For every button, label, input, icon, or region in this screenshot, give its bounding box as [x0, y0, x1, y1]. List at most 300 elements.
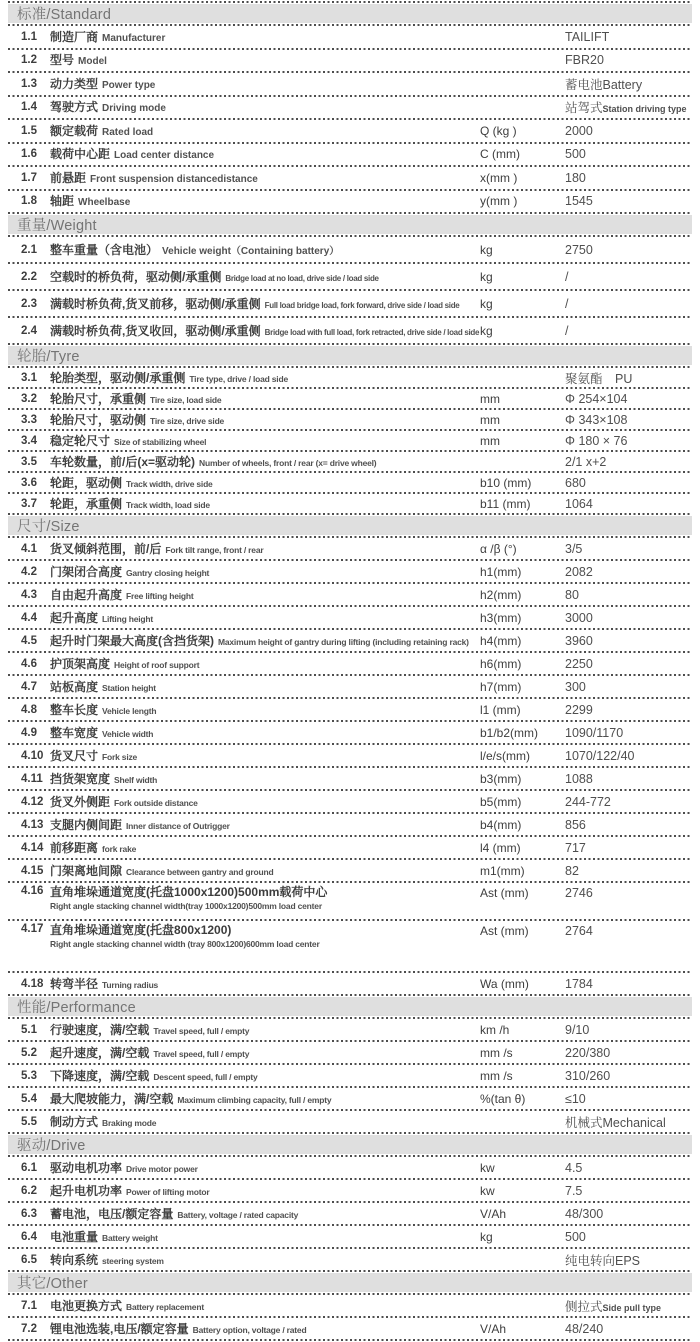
row-number: 4.6 — [21, 657, 37, 670]
value-main: 80 — [565, 587, 579, 602]
row-number: 4.12 — [21, 795, 44, 808]
label-cn: 蓄电池，电压/额定容量 — [50, 1206, 174, 1221]
row-value — [565, 1207, 692, 1221]
row-value — [565, 703, 692, 717]
row-unit: Q (kg ) — [480, 123, 517, 138]
row-number: 4.9 — [21, 726, 37, 739]
row-number: 5.2 — [21, 1046, 37, 1059]
row-unit: x(mm ) — [480, 170, 518, 185]
row-number: 2.3 — [21, 297, 37, 310]
section-performance — [8, 997, 692, 1134]
row-number: 4.4 — [21, 611, 37, 624]
section-header — [8, 997, 692, 1016]
value-main: FBR20 — [565, 53, 604, 68]
value-main: 3960 — [565, 633, 593, 648]
value-main: 1088 — [565, 771, 593, 786]
label-en: Turning radius — [102, 979, 159, 990]
label-cn: 轴距 — [50, 194, 75, 209]
label-cn: 起升电机功率 — [50, 1183, 123, 1198]
value-main: 纯电转向EPS — [565, 1253, 641, 1268]
section-header — [8, 1273, 692, 1292]
row-unit: kw — [480, 1160, 495, 1175]
row-label — [50, 1182, 480, 1200]
table-row — [8, 389, 692, 408]
label-cn: 驾驶方式 — [50, 100, 99, 115]
value-small: Station driving type — [602, 104, 687, 115]
row-value — [565, 124, 692, 138]
row-label — [50, 1297, 480, 1315]
row-unit: h1(mm) — [480, 564, 522, 579]
row-number: 3.7 — [21, 497, 37, 510]
row-unit: kg — [480, 1229, 493, 1244]
row-unit: b5(mm) — [480, 794, 522, 809]
row-value — [565, 324, 692, 338]
row-number: 1.5 — [21, 124, 37, 137]
label-en: steering system — [102, 1255, 164, 1266]
section-size — [8, 516, 692, 996]
label-en: Lifting height — [102, 613, 154, 624]
row-unit: kg — [480, 296, 493, 311]
section-title: 其它/Other — [17, 1276, 88, 1292]
value-main: 2082 — [565, 564, 593, 579]
row-label — [50, 369, 480, 387]
row-label — [50, 241, 480, 259]
row-unit: b10 (mm) — [480, 475, 532, 490]
row-label — [50, 678, 480, 696]
label-cn: 轮距，承重侧 — [50, 496, 123, 511]
row-value — [565, 657, 692, 671]
section-drive — [8, 1135, 692, 1272]
label-cn: 挡货架宽度 — [50, 771, 111, 786]
row-number: 4.8 — [21, 703, 37, 716]
table-row — [8, 607, 692, 628]
row-label — [50, 432, 480, 450]
label-en: Clearance between gantry and ground — [126, 866, 274, 877]
row-value — [565, 1161, 692, 1175]
label-en: Fork outside distance — [114, 797, 198, 808]
row-value — [565, 455, 692, 469]
value-main: 机械式Mechanical — [565, 1115, 666, 1130]
label-en: Wheelbase — [78, 197, 131, 209]
table-row — [8, 722, 692, 743]
row-label — [50, 747, 480, 765]
row-value — [565, 726, 692, 740]
row-number: 2.2 — [21, 270, 37, 283]
row-number: 4.3 — [21, 588, 37, 601]
label-cn: 前悬距 — [50, 170, 87, 185]
table-row — [8, 431, 692, 450]
value-main: 1070/122/40 — [565, 748, 635, 763]
row-unit: V/Ah — [480, 1321, 507, 1336]
label-en: Free lifting height — [126, 590, 194, 601]
label-cn: 起升高度 — [50, 610, 99, 625]
label-cn: 转弯半径 — [50, 976, 99, 991]
row-value — [565, 30, 692, 44]
row-label — [50, 1205, 480, 1223]
row-label — [50, 885, 480, 911]
row-label — [50, 1251, 480, 1269]
row-unit: kg — [480, 269, 493, 284]
row-value — [565, 923, 692, 938]
row-label — [50, 1159, 480, 1177]
row-label — [50, 923, 480, 949]
row-number: 4.11 — [21, 772, 43, 785]
label-en: Maximum climbing capacity, full / empty — [177, 1094, 332, 1105]
label-en: Vehicle width — [102, 728, 154, 739]
table-row — [8, 452, 692, 471]
label-cn: 货叉外侧距 — [50, 794, 111, 809]
label-cn: 起升速度，满/空载 — [50, 1045, 150, 1060]
label-cn: 满载时桥负荷,货叉前移，驱动侧/承重侧 — [50, 296, 261, 311]
row-unit: h6(mm) — [480, 656, 522, 671]
label-en: Battery replacement — [126, 1301, 204, 1312]
table-row — [8, 584, 692, 605]
row-value — [565, 147, 692, 161]
label-en: Descent speed, full / empty — [153, 1071, 258, 1082]
divider — [8, 1132, 692, 1134]
row-value — [565, 1184, 692, 1198]
row-number: 4.15 — [21, 864, 44, 877]
row-unit: mm — [480, 433, 500, 448]
row-label — [50, 563, 480, 581]
row-number: 4.1 — [21, 542, 37, 555]
value-small: Side pull type — [602, 1302, 662, 1313]
row-label — [50, 169, 480, 187]
value-main: 220/380 — [565, 1045, 611, 1060]
row-number: 1.3 — [21, 77, 37, 90]
row-label — [50, 632, 480, 650]
section-title: 标准/Standard — [17, 7, 112, 23]
row-number: 4.2 — [21, 565, 37, 578]
row-label — [50, 655, 480, 673]
row-unit: l1 (mm) — [480, 702, 521, 717]
label-cn: 轮距，驱动侧 — [50, 475, 123, 490]
row-number: 3.2 — [21, 392, 37, 405]
label-cn: 锂电池选装,电压/额定容量 — [50, 1321, 189, 1336]
row-value — [565, 243, 692, 257]
row-label — [50, 192, 480, 210]
table-row — [8, 1318, 692, 1339]
value-main: 48/240 — [565, 1321, 604, 1336]
value-main: 300 — [565, 679, 586, 694]
value-main: 1090/1170 — [565, 725, 624, 740]
row-label — [50, 268, 480, 286]
label-cn: 整车重量（含电池） — [50, 242, 159, 257]
label-en: Station height — [102, 682, 156, 693]
row-number: 1.7 — [21, 171, 37, 184]
row-value — [565, 1023, 692, 1037]
row-value — [565, 749, 692, 763]
label-en: Vehicle length — [102, 705, 157, 716]
value-main: 2746 — [565, 886, 593, 900]
row-value — [565, 98, 692, 116]
value-main: 500 — [565, 147, 586, 162]
table-row — [8, 860, 692, 881]
label-cn: 最大爬坡能力，满/空载 — [50, 1091, 174, 1106]
section-header — [8, 516, 692, 535]
label-en: Maximum height of gantry during lifting (including retaining rack) — [218, 636, 469, 647]
label-en: Battery option, voltage / rated — [192, 1324, 307, 1335]
label-en: Bridge load at no load, drive side / load side — [225, 273, 379, 283]
label-cn: 货叉尺寸 — [50, 748, 99, 763]
table-row — [8, 291, 692, 316]
row-label — [50, 390, 480, 408]
section-title: 轮胎/Tyre — [17, 349, 80, 365]
row-unit: b1/b2(mm) — [480, 725, 539, 740]
row-number: 3.1 — [21, 371, 37, 384]
row-unit: mm /s — [480, 1068, 513, 1083]
row-value — [565, 413, 692, 427]
label-en: Size of stabilizing wheel — [114, 436, 207, 447]
row-label — [50, 495, 480, 513]
section-header — [8, 4, 692, 23]
row-unit: h3(mm) — [480, 610, 522, 625]
row-number: 6.4 — [21, 1230, 37, 1243]
row-unit: h2(mm) — [480, 587, 522, 602]
row-number: 3.4 — [21, 434, 37, 447]
label-en: Drive motor power — [126, 1163, 198, 1174]
value-main: 2750 — [565, 242, 593, 257]
label-cn: 转向系统 — [50, 1252, 99, 1267]
label-cn: 行驶速度，满/空载 — [50, 1022, 150, 1037]
table-row — [8, 1226, 692, 1247]
label-cn: 制动方式 — [50, 1114, 99, 1129]
table-row — [8, 26, 692, 48]
section-title: 尺寸/Size — [17, 519, 80, 535]
label-cn: 门架离地间隙 — [50, 863, 123, 878]
row-number: 4.16 — [21, 885, 44, 897]
table-row — [8, 1157, 692, 1178]
table-row — [8, 973, 692, 994]
label-en: Tire type, drive / load side — [189, 373, 288, 384]
table-row — [8, 791, 692, 812]
row-label — [50, 609, 480, 627]
label-cn: 下降速度，满/空载 — [50, 1068, 150, 1083]
section-other — [8, 1273, 692, 1341]
row-number: 4.7 — [21, 680, 37, 693]
row-unit: l/e/s(mm) — [480, 748, 530, 763]
row-label — [50, 1228, 480, 1246]
row-number: 6.3 — [21, 1207, 37, 1220]
row-value — [565, 1069, 692, 1083]
row-unit: α /β (°) — [480, 541, 517, 556]
label-en: Load center distance — [114, 150, 215, 162]
row-value — [565, 611, 692, 625]
row-value — [565, 369, 692, 387]
label-cn: 动力类型 — [50, 76, 99, 91]
value-main: 2764 — [565, 924, 593, 938]
label-en: Battery, voltage / rated capacity — [177, 1209, 299, 1220]
row-unit: %(tan θ) — [480, 1091, 526, 1106]
row-unit: mm — [480, 412, 500, 427]
row-value — [565, 270, 692, 284]
label-cn: 载荷中心距 — [50, 147, 111, 162]
row-unit: km /h — [480, 1022, 510, 1037]
row-value — [565, 565, 692, 579]
table-row — [8, 921, 692, 971]
table-row — [8, 837, 692, 858]
divider — [8, 1270, 692, 1272]
section-header — [8, 1135, 692, 1154]
row-label — [50, 975, 480, 993]
value-main: 856 — [565, 817, 586, 832]
row-number: 5.5 — [21, 1115, 37, 1128]
table-row — [8, 167, 692, 189]
row-number: 5.4 — [21, 1092, 37, 1105]
value-main: 1064 — [565, 496, 593, 511]
row-number: 1.6 — [21, 148, 37, 161]
table-row — [8, 768, 692, 789]
row-value — [565, 885, 692, 900]
row-label — [50, 793, 480, 811]
row-value — [565, 1251, 692, 1269]
value-main: Φ 343×108 — [565, 412, 628, 427]
row-value — [565, 392, 692, 406]
row-number: 4.14 — [21, 841, 44, 854]
value-main: 310/260 — [565, 1068, 611, 1083]
row-label — [50, 453, 480, 471]
label-en: Full load bridge load, fork forward, drive side / load side — [264, 300, 460, 310]
label-cn: 电池更换方式 — [50, 1298, 123, 1313]
table-row — [8, 237, 692, 262]
row-value — [565, 795, 692, 809]
table-row — [8, 561, 692, 582]
divider — [8, 343, 692, 345]
label-en: Manufacturer — [102, 32, 166, 44]
label-en: Fork tilt range, front / rear — [165, 544, 264, 555]
row-value — [565, 194, 692, 208]
label-en: Inner distance of Outrigger — [126, 820, 230, 831]
section-header — [8, 215, 692, 234]
row-number: 4.17 — [21, 923, 44, 935]
table-row — [8, 50, 692, 72]
table-row — [8, 630, 692, 651]
label-cn: 护顶架高度 — [50, 656, 111, 671]
row-label — [50, 1044, 480, 1062]
value-main: 2250 — [565, 656, 593, 671]
value-main: 3000 — [565, 610, 593, 625]
table-row — [8, 318, 692, 343]
value-main: / — [565, 269, 569, 284]
label-en: Fork size — [102, 751, 138, 762]
label-en: Right angle stacking channel width (tray 800x1200)600mm load center — [50, 939, 320, 949]
row-unit: C (mm) — [480, 147, 520, 162]
table-row — [8, 264, 692, 289]
table-row — [8, 1180, 692, 1201]
label-cn: 稳定轮尺寸 — [50, 433, 111, 448]
label-cn: 满载时桥负荷,货叉收回，驱动侧/承重侧 — [50, 323, 261, 338]
table-row — [8, 1295, 692, 1316]
table-row — [8, 653, 692, 674]
row-label — [50, 586, 480, 604]
value-main: 侧拉式 — [565, 1299, 603, 1314]
row-label — [50, 1113, 480, 1131]
row-unit: h4(mm) — [480, 633, 522, 648]
table-row — [8, 144, 692, 166]
label-en: Front suspension distancedistance — [90, 173, 258, 185]
table-row — [8, 1088, 692, 1109]
value-main: 1545 — [565, 194, 593, 209]
section-header — [8, 346, 692, 365]
row-label — [50, 770, 480, 788]
divider — [8, 212, 692, 214]
row-number: 2.4 — [21, 324, 37, 337]
row-number: 1.8 — [21, 195, 37, 208]
row-number: 4.5 — [21, 634, 37, 647]
label-cn: 整车宽度 — [50, 725, 99, 740]
row-value — [565, 497, 692, 511]
table-row — [8, 1042, 692, 1063]
row-label — [50, 1090, 480, 1108]
section-title: 性能/Performance — [17, 1000, 136, 1016]
label-en: Battery weight — [102, 1232, 158, 1243]
value-main: 244-772 — [565, 794, 611, 809]
label-en: Model — [78, 56, 107, 68]
row-label — [50, 145, 480, 163]
row-number: 7.1 — [21, 1299, 37, 1312]
table-row — [8, 1249, 692, 1270]
row-label — [50, 816, 480, 834]
row-label — [50, 322, 480, 340]
section-title: 重量/Weight — [17, 218, 97, 234]
label-cn: 电池重量 — [50, 1229, 99, 1244]
row-unit: b4(mm) — [480, 817, 522, 832]
row-label — [50, 122, 480, 140]
row-unit: h7(mm) — [480, 679, 522, 694]
row-number: 3.3 — [21, 413, 37, 426]
value-main: 2/1 x+2 — [565, 454, 607, 469]
row-label — [50, 98, 480, 116]
value-main: 站驾式 — [565, 101, 603, 116]
table-row — [8, 676, 692, 697]
label-en: Travel speed, full / empty — [153, 1025, 250, 1036]
label-cn: 支腿内侧间距 — [50, 817, 123, 832]
label-cn: 车轮数量，前/后(x=驱动轮) — [50, 454, 196, 469]
row-number: 2.1 — [21, 243, 37, 256]
label-en: Shelf width — [114, 774, 158, 785]
label-en: Track width, drive side — [126, 478, 213, 489]
value-main: 聚氨酯 PU — [565, 371, 633, 386]
row-unit: b11 (mm) — [480, 496, 531, 511]
label-en: Travel speed, full / empty — [153, 1048, 250, 1059]
row-unit: l4 (mm) — [480, 840, 521, 855]
value-main: 蓄电池Battery — [565, 77, 643, 92]
row-value — [565, 1230, 692, 1244]
table-row — [8, 538, 692, 559]
label-cn: 空载时的桥负荷，驱动侧/承重侧 — [50, 269, 222, 284]
label-cn: 货叉倾斜范围，前/后 — [50, 541, 162, 556]
value-main: / — [565, 296, 569, 311]
row-label — [50, 474, 480, 492]
label-cn: 驱动电机功率 — [50, 1160, 123, 1175]
value-main: 680 — [565, 475, 586, 490]
row-number: 1.4 — [21, 101, 37, 114]
row-unit: mm /s — [480, 1045, 513, 1060]
row-unit: Ast (mm) — [480, 886, 529, 900]
spec-table — [0, 1, 700, 1341]
table-row — [8, 1203, 692, 1224]
value-main: 48/300 — [565, 1206, 604, 1221]
table-row — [8, 745, 692, 766]
label-cn: 轮胎尺寸，承重侧 — [50, 391, 147, 406]
row-number: 3.5 — [21, 455, 37, 468]
row-number: 6.1 — [21, 1161, 37, 1174]
table-row — [8, 120, 692, 142]
label-cn: 额定载荷 — [50, 123, 99, 138]
table-row — [8, 1019, 692, 1040]
label-cn: 前移距离 — [50, 840, 99, 855]
divider — [8, 513, 692, 515]
